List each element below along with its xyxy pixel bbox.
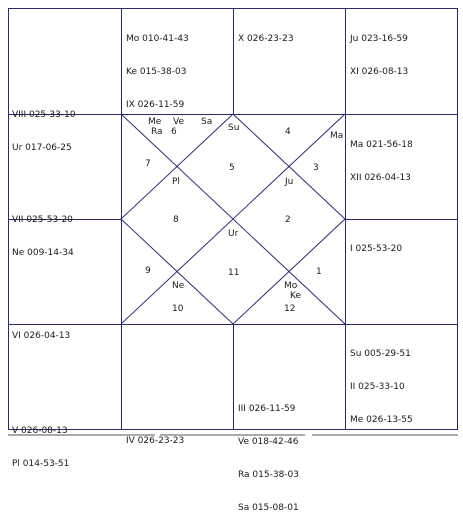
planet-sa: Sa bbox=[201, 117, 213, 127]
house-number-5: 5 bbox=[229, 163, 235, 173]
cell-left-3 bbox=[12, 309, 70, 353]
planet-mo: Mo bbox=[284, 281, 298, 291]
cell-line: IX 026-11-59 bbox=[126, 100, 185, 110]
cell-line: Ur 017-06-25 bbox=[12, 143, 72, 153]
house-number-6: 6 bbox=[171, 127, 177, 137]
planet-su: Su bbox=[228, 123, 240, 133]
cell-line: VII 025-53-20 bbox=[12, 215, 73, 225]
cell-top-2 bbox=[126, 12, 189, 122]
cell-line: Pl 014-53-51 bbox=[12, 459, 70, 469]
cell-top-4 bbox=[350, 12, 408, 89]
house-number-4: 4 bbox=[285, 127, 291, 137]
house-number-10: 10 bbox=[172, 304, 184, 314]
cell-line: Sa 015-08-01 bbox=[238, 503, 299, 513]
house-number-12: 12 bbox=[284, 304, 296, 314]
house-number-11: 11 bbox=[228, 268, 240, 278]
cell-line: Ra 015-38-03 bbox=[238, 470, 300, 480]
planet-ju: Ju bbox=[285, 177, 294, 187]
planet-ma: Ma bbox=[330, 131, 344, 141]
cell-line: III 026-11-59 bbox=[238, 404, 296, 414]
planet-pl: Pl bbox=[172, 177, 180, 187]
house-number-3: 3 bbox=[313, 163, 319, 173]
cell-left-2 bbox=[12, 193, 74, 270]
cell-right-2 bbox=[350, 222, 402, 266]
cell-line: V 026-08-13 bbox=[12, 426, 68, 436]
planet-ke: Ke bbox=[290, 291, 301, 301]
planet-ur: Ur bbox=[228, 229, 239, 239]
cell-line: Ne 009-14-34 bbox=[12, 248, 74, 258]
cell-line: Ve 018-42-46 bbox=[238, 437, 299, 447]
cell-line: XII 026-04-13 bbox=[350, 173, 411, 183]
cell-line: Su 005-29-51 bbox=[350, 349, 411, 359]
planet-me: Me bbox=[148, 117, 162, 127]
cell-line: Ke 015-38-03 bbox=[126, 67, 187, 77]
cell-bottom-1 bbox=[12, 404, 69, 481]
inner-diagonals bbox=[121, 114, 345, 324]
cell-left-1 bbox=[12, 88, 76, 165]
cell-right-1 bbox=[350, 118, 413, 195]
house-number-1: 1 bbox=[316, 267, 322, 277]
cell-line: X 026-23-23 bbox=[238, 34, 294, 44]
house-number-2: 2 bbox=[285, 215, 291, 225]
cell-line: VIII 025-33-10 bbox=[12, 110, 76, 120]
cell-line: II 025-33-10 bbox=[350, 382, 405, 392]
cell-line: Mo 010-41-43 bbox=[126, 34, 189, 44]
planet-ve: Ve bbox=[173, 117, 184, 127]
cell-line: Ju 023-16-59 bbox=[350, 34, 408, 44]
house-number-8: 8 bbox=[173, 215, 179, 225]
house-number-9: 9 bbox=[145, 266, 151, 276]
cell-line: Me 026-13-55 bbox=[350, 415, 413, 425]
cell-right-3 bbox=[350, 327, 413, 437]
planet-ne: Ne bbox=[172, 281, 185, 291]
cell-line: Ma 021-56-18 bbox=[350, 140, 413, 150]
cell-line: VI 026-04-13 bbox=[12, 331, 71, 341]
house-number-7: 7 bbox=[145, 159, 151, 169]
cell-line: I 025-53-20 bbox=[350, 244, 403, 254]
cell-line: XI 026-08-13 bbox=[350, 67, 409, 77]
cell-bottom-3 bbox=[238, 382, 299, 525]
cell-bottom-2 bbox=[126, 414, 184, 458]
cell-line: IV 026-23-23 bbox=[126, 436, 185, 446]
planet-ra: Ra bbox=[151, 127, 163, 137]
cell-top-3 bbox=[238, 12, 294, 56]
